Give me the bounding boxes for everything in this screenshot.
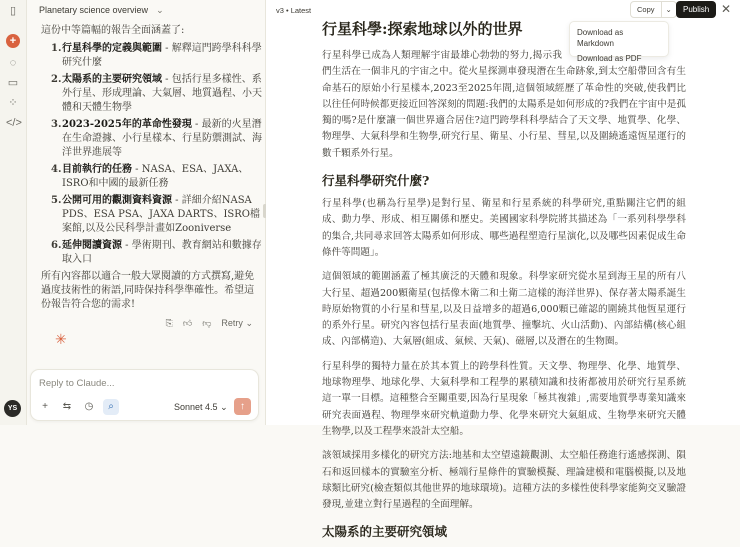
chevron-down-icon: ⌄ — [220, 402, 228, 412]
chevron-down-icon: ⌄ — [156, 5, 164, 15]
document — [322, 18, 686, 547]
paragraph: 行星科學已成為人類理解宇宙最雄心勃勃的努力,揭示我們生活在一個非凡的宇宙之中。從火星探測車發現潛在生命跡象,到太空船帶回含有生命基石的原始小行星樣本,2023至2025年間,這個領域經歷了革命性的突破,使我們比以往任何時候都更接近回答深刻的問題:我們的太陽系是如何形成的?我們在宇宙中是孤獨的嗎?是什麼讓一個世界適合居住?這門跨學科科學結合了天文學、地質學、化學、物理學、大氣科學和生物學,研究行星、衛星、小行星、彗星,以及圍繞遙遠恆星運行的數千顆系外行星。 — [322, 50, 686, 159]
settings-sliders-icon[interactable]: ⇆ — [62, 401, 72, 412]
paragraph: 行星科學(也稱為行星學)是對行星、衛星和行星系統的科學研究,重點關注它們的組成、動力學、形成、相互關係和歷史。美國國家科學院將其描述為「一系列科學學科的集合,共同尋求回答太陽系如何形成、哪些過程塑造行星演化,以及哪些因素促成生命條件等問題」。 — [322, 198, 686, 258]
item-title: 延伸閱讀資源 — [62, 240, 122, 251]
copy-button-group — [630, 1, 677, 18]
list-item — [51, 73, 263, 115]
paragraph: 行星科學的獨特力量在於其本質上的跨學科性質。天文學、物理學、化學、地質學、地球物理學、地球化學、大氣科學和工程學的累積知識和技術都被用於研究行星系統這一單一目標。這種整合至關重要,因為行星現象「極其複雜」,需要地質學專業知識來研究表面過程、物理學來研究軌道動力學、化學來研究大氣組成、生物學來研究天體生物學,以及工程學來設計太空船。 — [322, 360, 686, 437]
item-title: 公開可用的觀測資料資源 — [62, 195, 172, 206]
item-number: 6. — [51, 240, 62, 251]
clock-icon[interactable]: ◷ — [84, 401, 94, 412]
message-intro: 這份中等篇幅的報告全面涵蓋了: — [41, 25, 185, 36]
copy-button[interactable]: Copy — [637, 5, 655, 14]
chat-panel — [27, 0, 265, 368]
chats-icon[interactable]: ◌ — [9, 57, 17, 69]
code-icon[interactable]: </> — [6, 117, 22, 129]
section-heading: 太陽系的主要研究領域 — [322, 524, 448, 540]
list-item — [51, 194, 263, 236]
message-area — [41, 24, 263, 346]
claude-logo-icon: ✳ — [55, 331, 67, 347]
retry-button[interactable] — [221, 316, 253, 330]
list-item — [51, 42, 263, 70]
assistant-message — [41, 24, 263, 312]
item-text: - 包括行星多樣性、系外行星、形成理論、大氣層、地質過程、小天體和天體生物學 — [62, 74, 262, 113]
artifacts-icon[interactable]: ⁘ — [8, 97, 18, 109]
download-markdown-item[interactable]: Download as Markdown — [577, 28, 624, 48]
send-button[interactable]: ↑ — [234, 398, 251, 415]
artifact-panel — [266, 0, 740, 540]
item-text: - NASA、ESA、JAXA、ISRO和中國的最新任務 — [62, 164, 249, 189]
item-number: 5. — [51, 195, 62, 206]
publish-button[interactable]: Publish — [676, 1, 716, 18]
add-icon[interactable]: + — [42, 401, 48, 412]
item-title: 太陽系的主要研究領域 — [62, 74, 162, 85]
chat-title-button[interactable] — [39, 4, 164, 16]
item-title: 行星科學的定義與範圍 — [62, 43, 162, 54]
item-title: 目前執行的任務 — [62, 164, 132, 175]
document-title: 行星科學:探索地球以外的世界 — [322, 20, 523, 38]
list-item — [51, 163, 263, 191]
message-actions — [41, 316, 263, 330]
model-selector[interactable] — [174, 402, 228, 413]
thumbs-up-icon[interactable]: 👍︎ — [182, 318, 193, 328]
summary-list — [41, 42, 263, 267]
list-item — [51, 118, 263, 160]
sidebar-toggle-icon[interactable]: ▯ — [9, 5, 17, 17]
retry-label: Retry — [221, 318, 243, 328]
item-number: 1. — [51, 43, 62, 54]
copy-icon[interactable]: ⎘ — [165, 318, 173, 328]
paragraph: 該領域採用多樣化的研究方法:地基和太空望遠鏡觀測、太空船任務進行遙感探測、隕石和返回樣本的實驗室分析、極端行星條件的實驗模擬、理論建模和電腦模擬,以及地球類比研究(檢查類似其他世界的地球環境)。這種方法的多樣性使科學家能夠交叉驗證發現,並建立對行星過程的全面理解。 — [322, 450, 686, 511]
reply-composer — [30, 369, 259, 421]
version-label[interactable]: v3 • Latest — [276, 6, 312, 15]
paragraph: 這個領域的範圍涵蓋了極其廣泛的天體和現象。科學家研究從水星到海王星的所有八大行星、超過200顆衛星(包括像木衛二和土衛二這樣的海洋世界)、保存著太陽系誕生時原始物質的小行星和彗星,以及日益增多的超過6,000顆已確認的圍繞其他恆星運行的系外行星。研究內容包括行星表面(地質學、撞擊坑、火山活動)、內部結構(核心組成、內部構造)、大氣層(組成、氣候、天氣)、磁層,以及潛在的生物圈。 — [322, 271, 686, 348]
icon-rail — [0, 0, 27, 425]
avatar[interactable]: YS — [4, 400, 21, 417]
chat-title: Planetary science overview — [39, 5, 149, 15]
reply-input[interactable]: Reply to Claude... — [39, 378, 115, 389]
copy-options-chevron-icon[interactable]: ⌄ — [661, 2, 676, 17]
item-number: 2. — [51, 74, 62, 85]
download-pdf-item[interactable]: Download as PDF — [577, 54, 642, 63]
section-heading: 行星科學研究什麼? — [322, 173, 430, 189]
thumbs-down-icon[interactable]: 👎︎ — [202, 318, 212, 328]
close-icon[interactable]: ✕ — [721, 2, 732, 16]
item-text: - 解釋這門跨學科科學研究什麼 — [62, 43, 262, 68]
item-text: - 學術期刊、教育網站和數據存取入口 — [62, 240, 262, 265]
message-outro: 所有內容都以適合一般大眾閱讀的方式撰寫,避免過度技術性的術語,同時保持科學準確性。希望這份報告符合您的需求! — [41, 271, 255, 310]
item-text: - 最新的火星潛在生命證據、小行星樣本、行星防禦測試、海洋世界進展等 — [62, 119, 262, 158]
item-number: 4. — [51, 164, 62, 175]
download-menu — [569, 21, 669, 63]
item-title: 2023-2025年的革命性發現 — [62, 119, 192, 130]
item-number: 3. — [51, 119, 62, 130]
projects-icon[interactable]: ▭ — [7, 77, 19, 89]
model-label: Sonnet 4.5 — [174, 402, 218, 412]
new-chat-button[interactable]: + — [6, 34, 20, 48]
list-item — [51, 239, 263, 267]
research-search-icon[interactable]: ⌕ — [103, 399, 119, 415]
chevron-down-icon: ⌄ — [245, 318, 253, 328]
item-text: - 詳細介紹NASA PDS、ESA PSA、JAXA DARTS、ISRO檔案館,以及公民科學計畫如Zooniverse — [62, 195, 260, 234]
